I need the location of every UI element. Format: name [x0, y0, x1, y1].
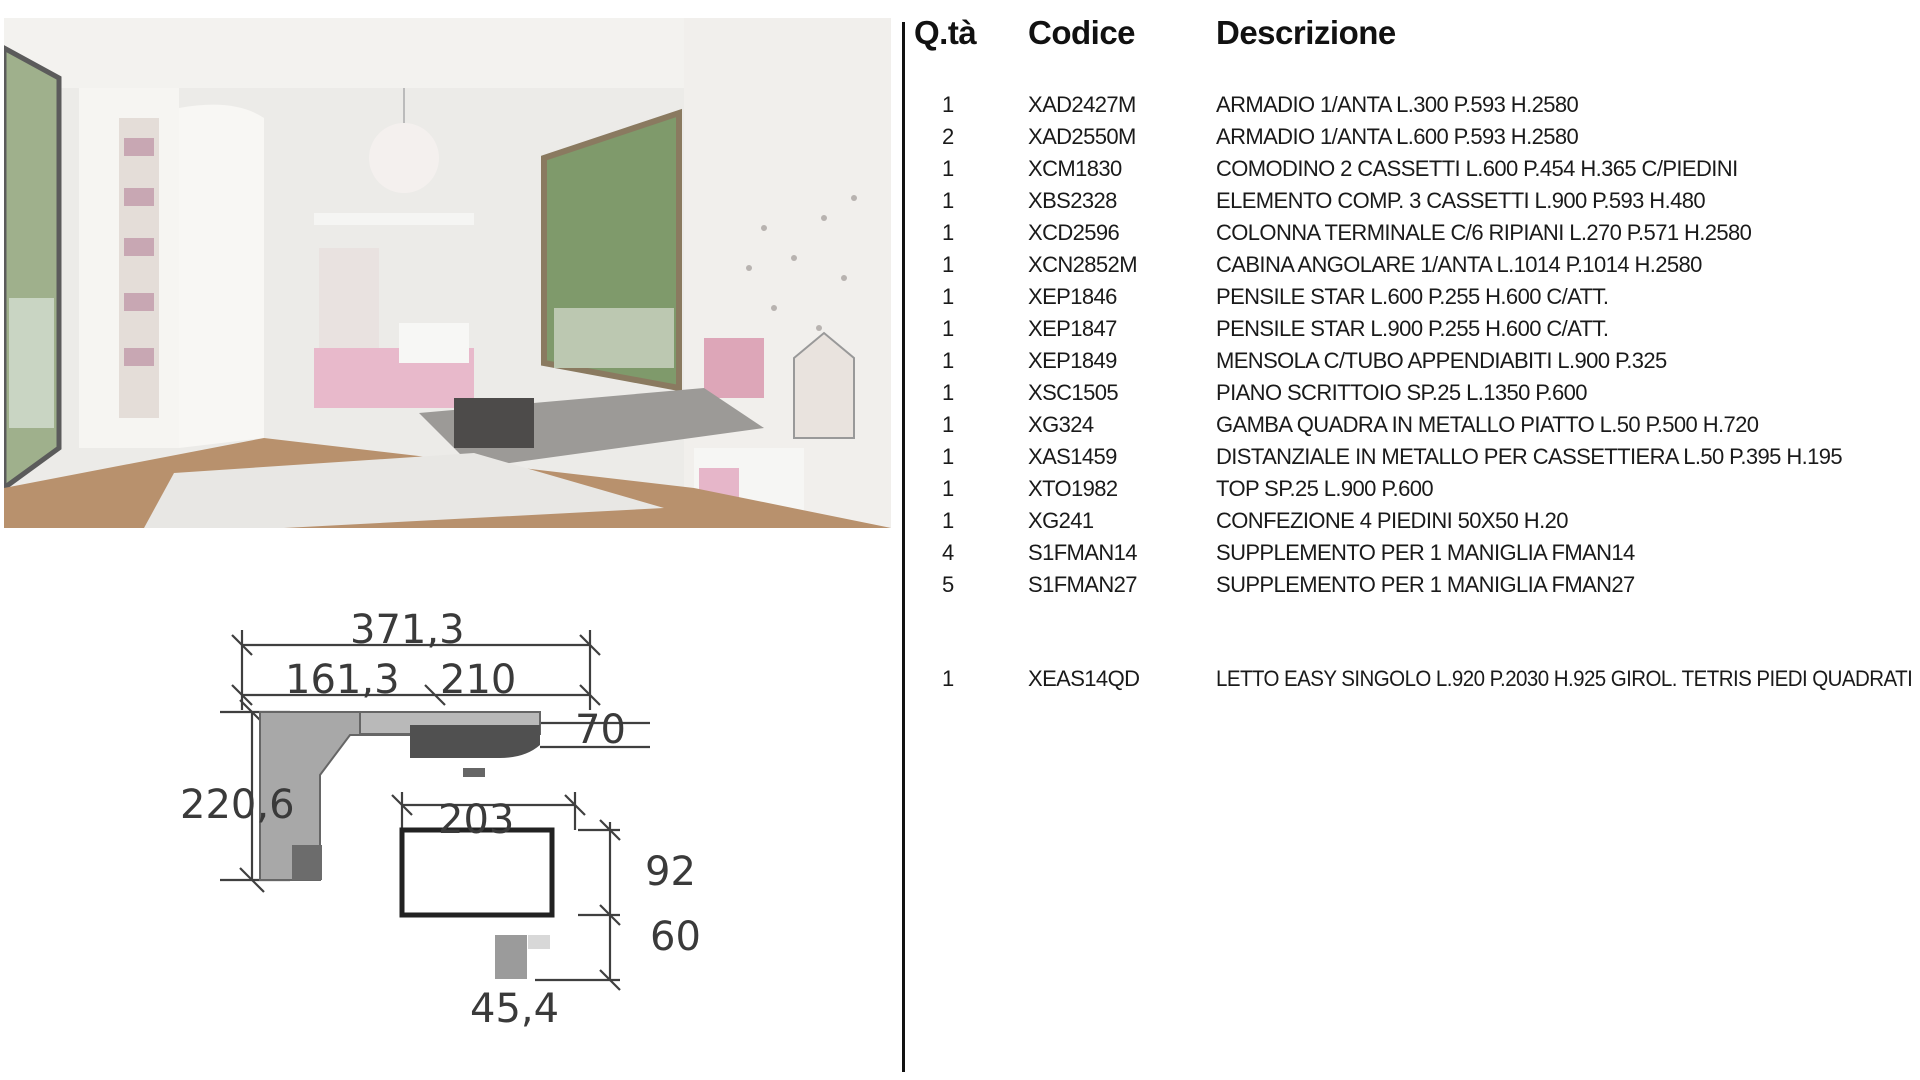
header-qty: Q.tà	[914, 14, 977, 51]
row-code: XCD2596	[1028, 220, 1120, 245]
row-code: XEP1849	[1028, 348, 1117, 373]
row-code: XCN2852M	[1028, 252, 1137, 277]
row-qty: 2	[942, 124, 954, 149]
table-row	[912, 156, 1917, 188]
dim-overall-width: 371,3	[350, 607, 465, 653]
table-row	[912, 220, 1917, 252]
row-code: XEAS14QD	[1028, 666, 1140, 691]
row-description: LETTO EASY SINGOLO L.920 P.2030 H.925 GIROL. TETRIS PIEDI QUADRATI	[1216, 666, 1913, 691]
dim-nightstand-width: 45,4	[470, 986, 560, 1032]
table-row	[912, 444, 1917, 476]
row-code: XSC1505	[1028, 380, 1118, 405]
dim-bed-width: 203	[438, 797, 515, 843]
row-qty: 1	[942, 508, 954, 533]
row-code: XG324	[1028, 412, 1094, 437]
floor-plan	[180, 600, 720, 1060]
row-qty: 1	[942, 316, 954, 341]
dim-desk-width: 210	[440, 657, 517, 703]
table-row	[912, 666, 1917, 698]
dim-corner-width: 161,3	[285, 657, 400, 703]
row-qty: 1	[942, 188, 954, 213]
row-description: GAMBA QUADRA IN METALLO PIATTO L.50 P.500 H.720	[1216, 412, 1759, 437]
row-description: SUPPLEMENTO PER 1 MANIGLIA FMAN27	[1216, 572, 1635, 597]
table-row	[912, 252, 1917, 284]
column-divider	[902, 22, 905, 1072]
row-qty: 1	[942, 412, 954, 437]
table-row	[912, 316, 1917, 348]
table-row	[912, 572, 1917, 604]
row-qty: 1	[942, 92, 954, 117]
row-code: XTO1982	[1028, 476, 1118, 501]
row-description: CABINA ANGOLARE 1/ANTA L.1014 P.1014 H.2580	[1216, 252, 1702, 277]
row-qty: 1	[942, 348, 954, 373]
row-code: XCM1830	[1028, 156, 1122, 181]
row-code: S1FMAN14	[1028, 540, 1137, 565]
row-code: XBS2328	[1028, 188, 1117, 213]
row-qty: 1	[942, 156, 954, 181]
header-code: Codice	[1028, 14, 1136, 51]
row-code: XAS1459	[1028, 444, 1117, 469]
bedroom-render-image	[4, 18, 891, 528]
row-code: XAD2550M	[1028, 124, 1136, 149]
row-code: XEP1847	[1028, 316, 1117, 341]
row-qty: 1	[942, 476, 954, 501]
table-row	[912, 92, 1917, 124]
dim-desk-depth: 70	[575, 707, 626, 753]
row-description: PENSILE STAR L.600 P.255 H.600 C/ATT.	[1216, 284, 1609, 309]
row-description: DISTANZIALE IN METALLO PER CASSETTIERA L.50 P.395 H.195	[1216, 444, 1843, 469]
row-description: ARMADIO 1/ANTA L.300 P.593 H.2580	[1216, 92, 1579, 117]
floor-plan-drawing	[180, 600, 720, 1060]
row-qty: 1	[942, 444, 954, 469]
row-qty: 1	[942, 284, 954, 309]
row-description: PENSILE STAR L.900 P.255 H.600 C/ATT.	[1216, 316, 1609, 341]
table-row	[912, 284, 1917, 316]
row-code: XAD2427M	[1028, 92, 1136, 117]
table-row	[912, 124, 1917, 156]
table-row	[912, 476, 1917, 508]
row-description: COMODINO 2 CASSETTI L.600 P.454 H.365 C/PIEDINI	[1216, 156, 1738, 181]
table-row	[912, 380, 1917, 412]
row-description: PIANO SCRITTOIO SP.25 L.1350 P.600	[1216, 380, 1587, 405]
row-description: MENSOLA C/TUBO APPENDIABITI L.900 P.325	[1216, 348, 1667, 373]
row-qty: 1	[942, 666, 954, 691]
row-description: SUPPLEMENTO PER 1 MANIGLIA FMAN14	[1216, 540, 1635, 565]
row-qty: 1	[942, 220, 954, 245]
table-row	[912, 540, 1917, 572]
row-qty: 1	[942, 380, 954, 405]
dim-bed-depth: 92	[645, 849, 696, 895]
row-description: ELEMENTO COMP. 3 CASSETTI L.900 P.593 H.480	[1216, 188, 1705, 213]
table-row	[912, 348, 1917, 380]
room-photo	[4, 18, 891, 528]
row-qty: 1	[942, 252, 954, 277]
table-row	[912, 508, 1917, 540]
table-row	[912, 412, 1917, 444]
row-qty: 4	[942, 540, 954, 565]
table-row	[912, 188, 1917, 220]
row-code: XG241	[1028, 508, 1094, 533]
dim-wardrobe-depth: 220,6	[180, 782, 295, 828]
row-description: ARMADIO 1/ANTA L.600 P.593 H.2580	[1216, 124, 1579, 149]
row-description: CONFEZIONE 4 PIEDINI 50X50 H.20	[1216, 508, 1568, 533]
row-qty: 5	[942, 572, 954, 597]
row-description: COLONNA TERMINALE C/6 RIPIANI L.270 P.571 H.2580	[1216, 220, 1752, 245]
row-code: S1FMAN27	[1028, 572, 1137, 597]
dim-nightstand-depth: 60	[650, 914, 701, 960]
row-code: XEP1846	[1028, 284, 1117, 309]
header-description: Descrizione	[1216, 14, 1396, 51]
row-description: TOP SP.25 L.900 P.600	[1216, 476, 1433, 501]
